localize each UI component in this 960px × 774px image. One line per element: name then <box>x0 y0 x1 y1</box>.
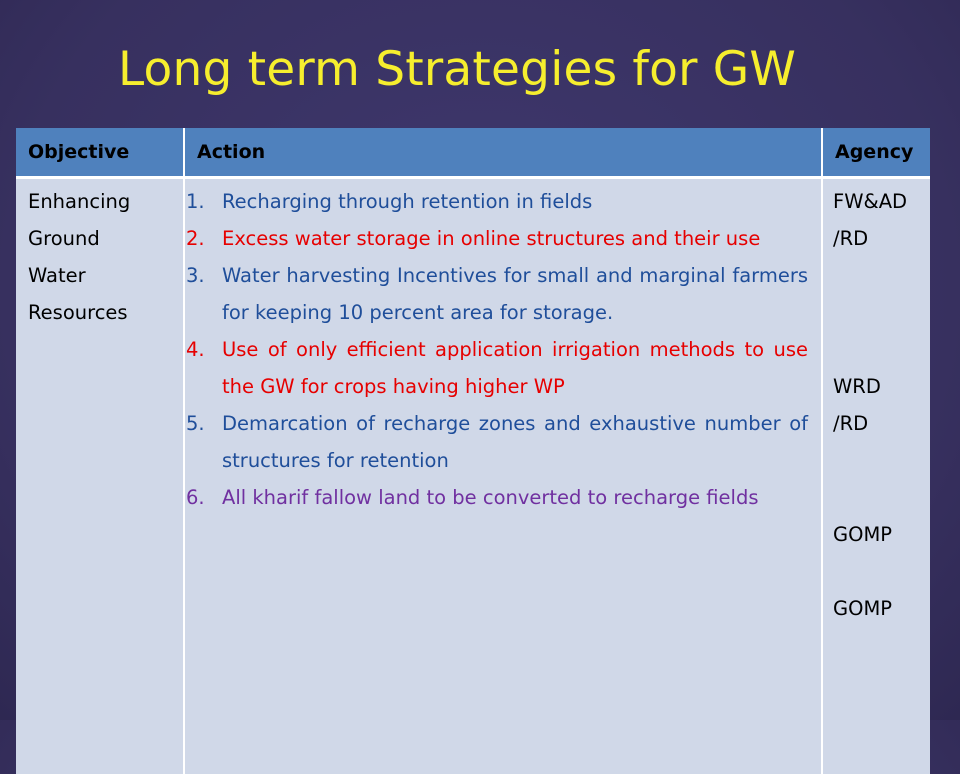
action-cell <box>184 178 822 774</box>
table-header-row <box>16 128 930 178</box>
objective-line: Ground <box>28 220 182 257</box>
agency-label: WRD <box>833 368 929 405</box>
action-number: 1. <box>186 183 222 220</box>
action-text: Use of only efficient application irrigation methods to use the GW for crops having higher WP <box>222 331 808 405</box>
action-text: Recharging through retention in fields <box>222 183 808 220</box>
action-number: 2. <box>186 220 222 257</box>
objective-line: Resources <box>28 294 182 331</box>
action-text: Water harvesting Incentives for small and marginal farmers for keeping 10 percent area for storage. <box>222 257 808 331</box>
header-objective: Objective <box>16 128 184 178</box>
action-item <box>186 331 808 405</box>
objective-cell <box>16 178 184 774</box>
header-agency: Agency <box>822 128 930 178</box>
agency-spacer <box>833 442 929 516</box>
agency-label: /RD <box>833 220 929 257</box>
header-action: Action <box>184 128 822 178</box>
action-number: 5. <box>186 405 222 479</box>
agency-spacer <box>833 257 929 368</box>
action-item <box>186 479 808 516</box>
action-number: 6. <box>186 479 222 516</box>
agency-label: /RD <box>833 405 929 442</box>
slide-title: Long term Strategies for GW <box>118 42 796 97</box>
action-item <box>186 220 808 257</box>
agency-label: GOMP <box>833 590 929 627</box>
action-text: Demarcation of recharge zones and exhaustive number of structures for retention <box>222 405 808 479</box>
objective-line: Enhancing <box>28 183 182 220</box>
agency-label: FW&AD <box>833 183 929 220</box>
action-list <box>186 183 820 516</box>
objective-line: Water <box>28 257 182 294</box>
table-row <box>16 178 930 774</box>
action-item <box>186 183 808 220</box>
agency-cell <box>822 178 930 774</box>
action-number: 4. <box>186 331 222 405</box>
action-number: 3. <box>186 257 222 331</box>
strategy-table <box>16 128 930 774</box>
action-item <box>186 405 808 479</box>
action-item <box>186 257 808 331</box>
agency-label: GOMP <box>833 516 929 553</box>
action-text: All kharif fallow land to be converted to recharge fields <box>222 479 808 516</box>
agency-spacer <box>833 553 929 590</box>
action-text: Excess water storage in online structures and their use <box>222 220 808 257</box>
